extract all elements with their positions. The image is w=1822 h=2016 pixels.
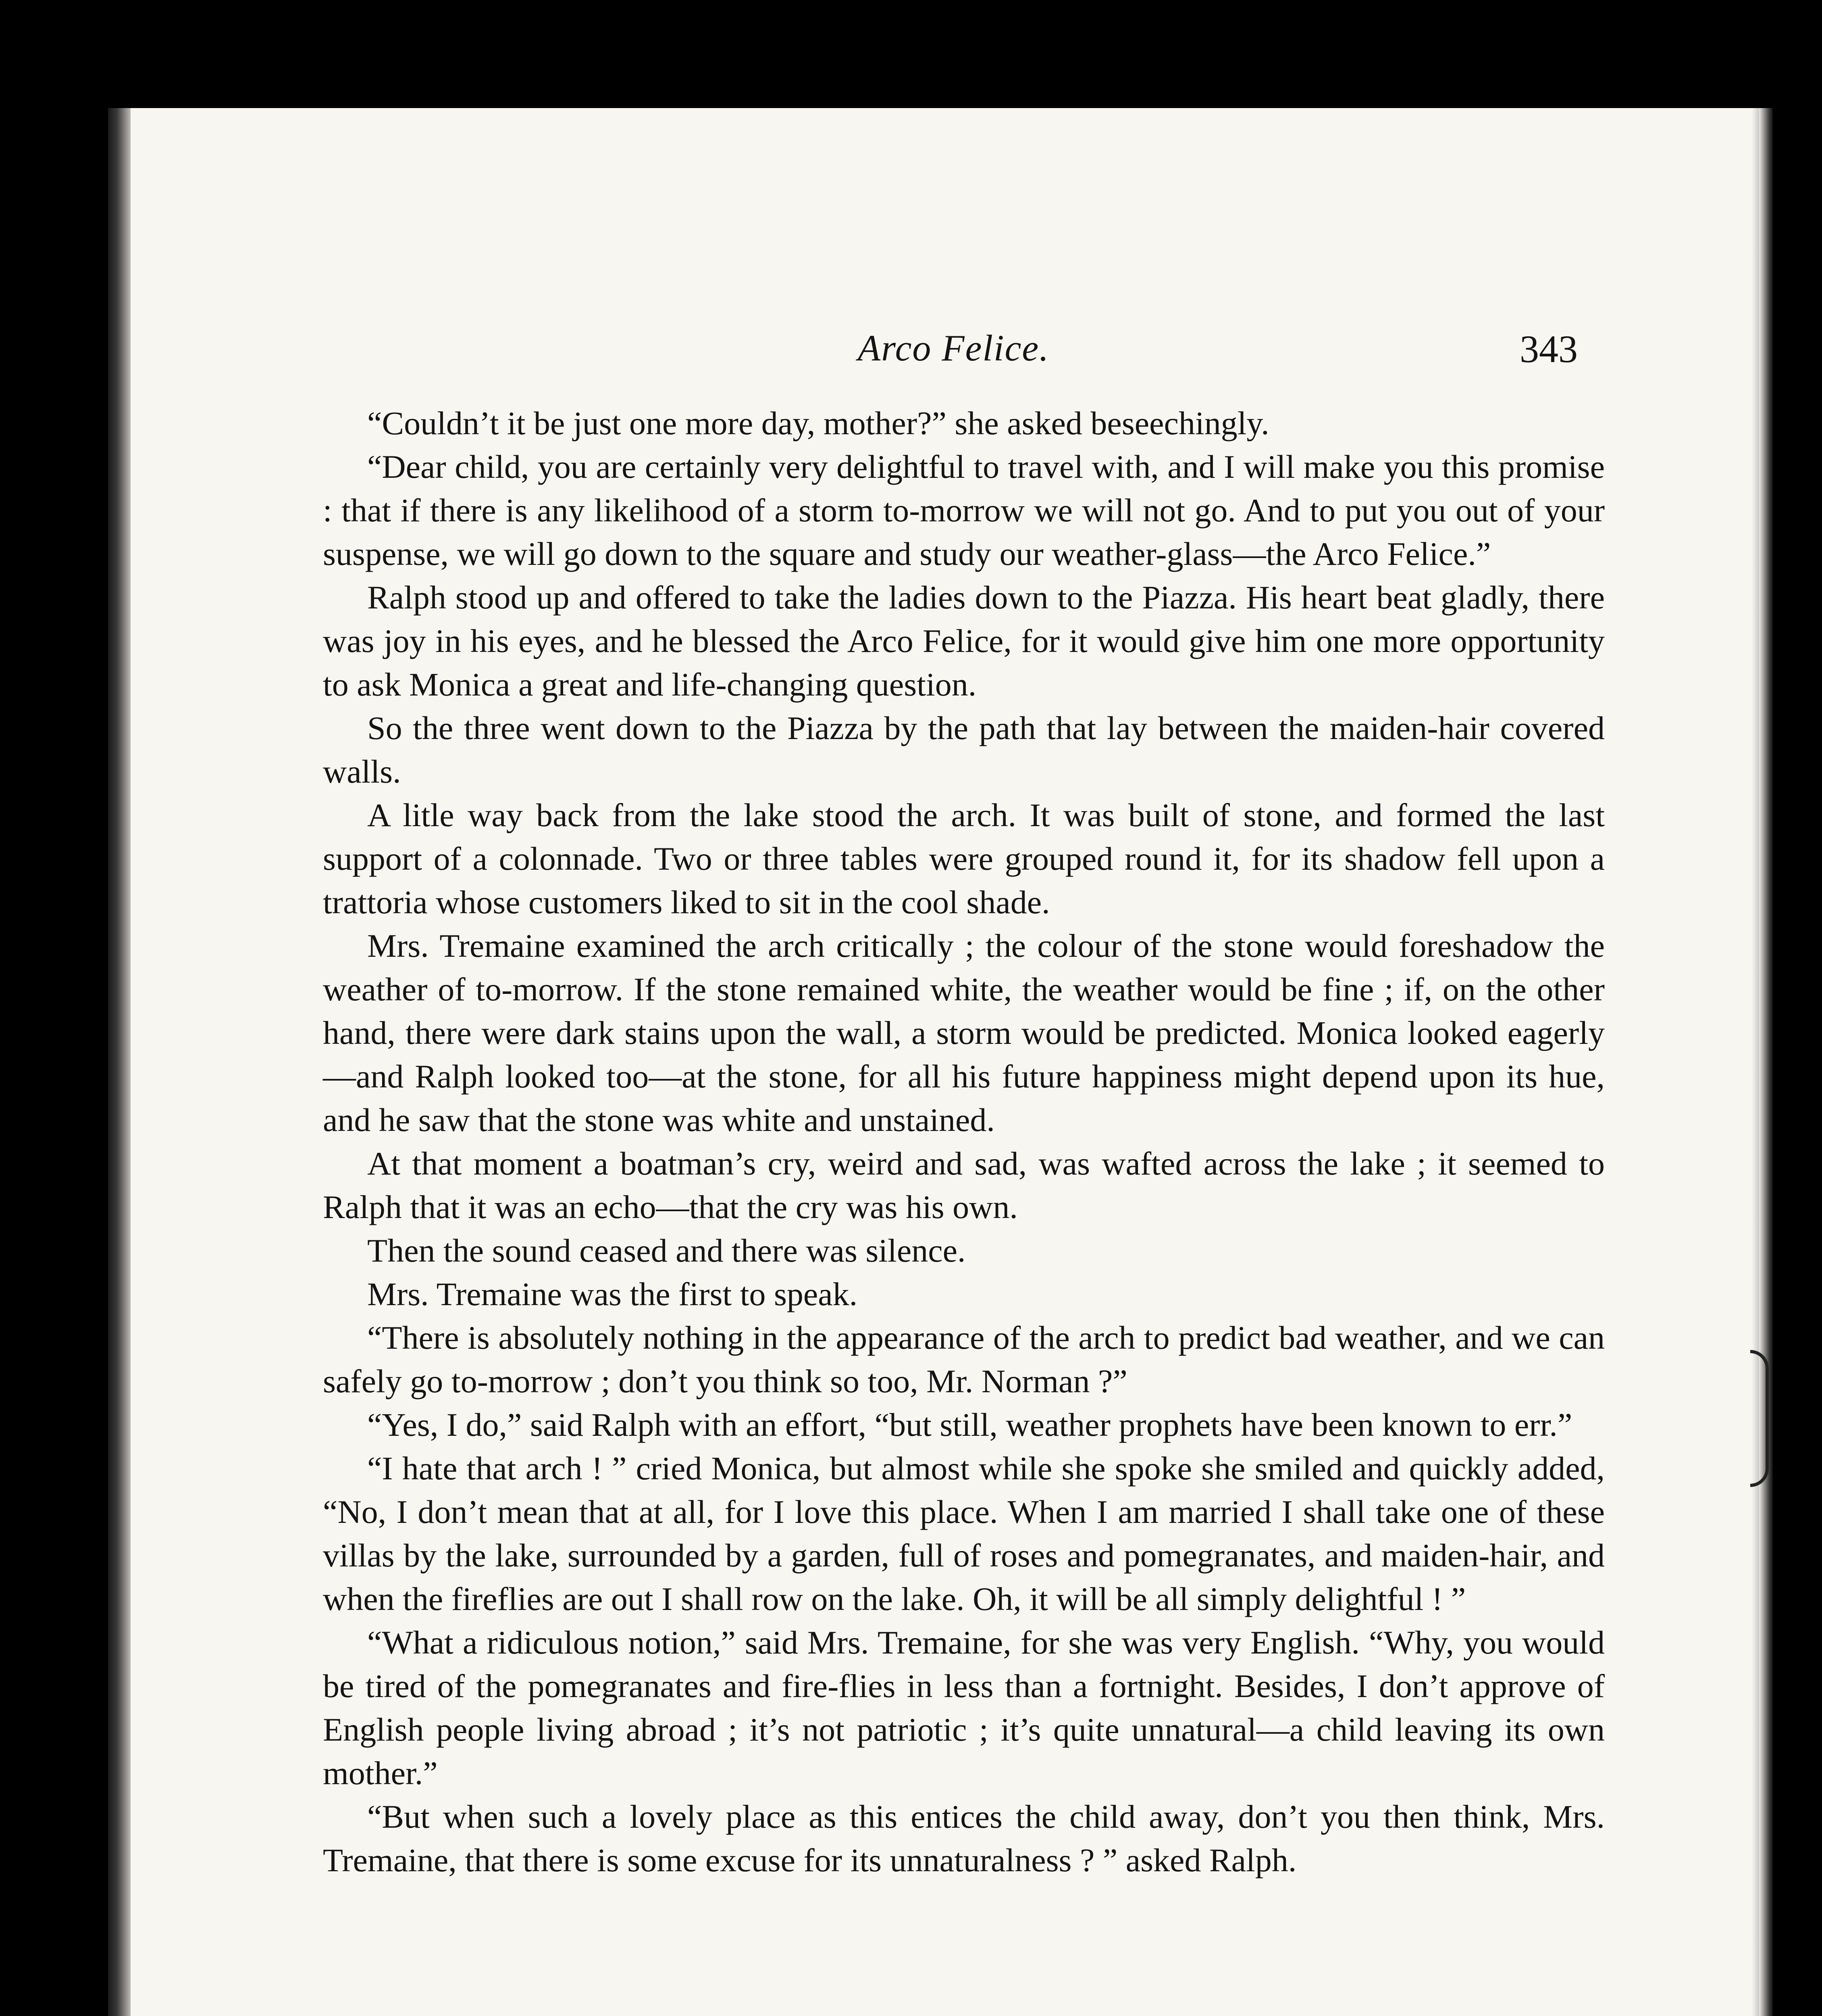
paragraph: “Couldn’t it be just one more day, mother?” she asked beseechingly.: [367, 405, 1269, 442]
page-edge-shadow: [1752, 108, 1759, 2016]
paragraph: At that moment a boatman’s cry, weird and sad, was wafted across the lake ; it seemed to Ralph that it was an echo—that the cry was his own.: [323, 1145, 1605, 1225]
running-head: Arco Felice.: [858, 327, 1050, 369]
page-gutter: [108, 108, 131, 2016]
paragraph: Mrs. Tremaine was the first to speak.: [367, 1276, 858, 1312]
paragraph: A litle way back from the lake stood the arch. It was built of stone, and formed the last support of a colonnade. Two or three tables were grouped round it, for its shadow fell upon a trattoria whose customers liked to sit in the cool shade.: [323, 797, 1605, 921]
book-page: [108, 108, 1773, 2016]
paragraph: “There is absolutely nothing in the appearance of the arch to predict bad weather, and we can safely go to-morrow ; don’t you think so too, Mr. Norman ?”: [323, 1319, 1605, 1400]
paragraph: “Dear child, you are certainly very delightful to travel with, and I will make you this promise : that if there is any likelihood of a storm to-morrow we will not go. And to put you out of your suspense, we will go down to the square and study our weather-glass—the Arco Felice.”: [323, 448, 1605, 572]
page-edge-bracket-mark: [1750, 1350, 1769, 1487]
page-number: 343: [1520, 327, 1578, 371]
paragraph: “I hate that arch ! ” cried Monica, but almost while she spoke she smiled and quickly added, “No, I don’t mean that at all, for I love this place. When I am married I shall take one of these villas by the lake, surrounded by a garden, full of roses and pomegranates, and maiden-hair, and when the fireflies are out I shall row on the lake. Oh, it will be all simply delightful ! ”: [323, 1450, 1605, 1617]
paragraph: Then the sound ceased and there was silence.: [367, 1232, 966, 1269]
paragraph: Mrs. Tremaine examined the arch critically ; the colour of the stone would foreshadow the weather of to-morrow. If the stone remained white, the weather would be fine ; if, on the other hand, there were dark stains upon the wall, a storm would be predicted. Monica looked eagerly—and Ralph looked too—at the stone, for all his future happiness might depend upon its hue, and he saw that the stone was white and unstained.: [323, 927, 1605, 1138]
paragraph: “Yes, I do,” said Ralph with an effort, “but still, weather prophets have been known to err.”: [367, 1406, 1572, 1443]
body-text: [323, 402, 1605, 1882]
paragraph: Ralph stood up and offered to take the ladies down to the Piazza. His heart beat gladly, there was joy in his eyes, and he blessed the Arco Felice, for it would give him one more opportunity to ask Monica a great and life-changing question.: [323, 579, 1605, 703]
paragraph: So the three went down to the Piazza by the path that lay between the maiden-hair covered walls.: [323, 710, 1605, 790]
paragraph: “But when such a lovely place as this entices the child away, don’t you then think, Mrs. Tremaine, that there is some excuse for its unnaturalness ? ” asked Ralph.: [323, 1798, 1605, 1879]
page-edge: [1759, 108, 1773, 2016]
paragraph: “What a ridiculous notion,” said Mrs. Tremaine, for she was very English. “Why, you would be tired of the pomegranates and fire-flies in less than a fortnight. Besides, I don’t approve of English people living abroad ; it’s not patriotic ; it’s quite unnatural—a child leaving its own mother.”: [323, 1624, 1605, 1791]
